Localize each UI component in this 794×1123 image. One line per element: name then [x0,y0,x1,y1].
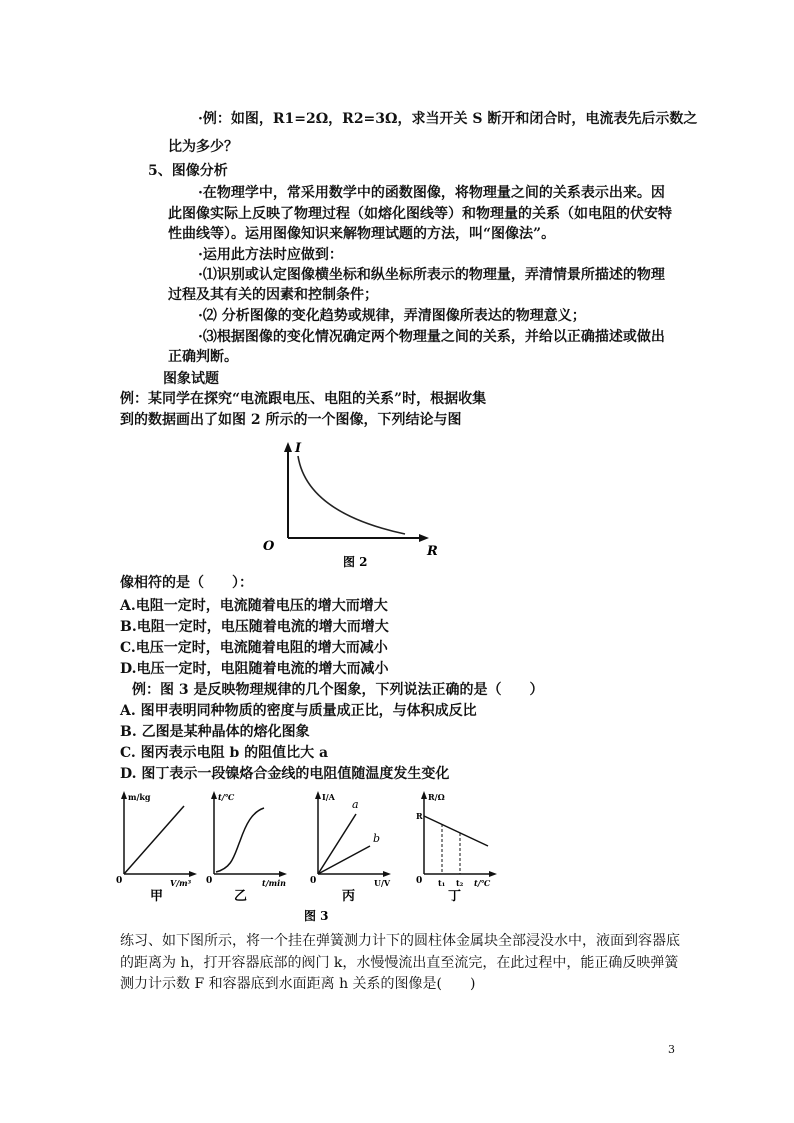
figure-3-ding-y-axis: R/Ω [428,792,445,802]
section5-step2: ·⑵ 分析图像的变化趋势或规律，弄清图像所表达的物理意义； [198,308,586,324]
figure-3-caption: 图 3 [304,909,329,923]
section5-step1-line1: ·⑴识别或认定图像横坐标和纵坐标所表示的物理量，弄清情景所描述的物理 [198,267,665,283]
q1-option-d: D.电压一定时，电阻随着电流的增大而减小 [120,661,389,677]
figure-3-panel-ding [416,791,497,904]
section5-method-title: ·运用此方法时应做到： [198,247,343,263]
figure-2 [255,438,445,568]
q1-line2: 到的数据画出了如图 2 所示的一个图像，下列结论与图 [120,412,462,428]
figure-3-yi-origin: 0 [206,876,213,886]
section5-intro-line2: 此图像实际上反映了物理过程（如熔化图线等）和物理量的关系（如电阻的伏安特 [168,206,672,222]
figure-2-caption: 图 2 [343,555,368,568]
example-circuit-line2: 比为多少？ [168,139,238,155]
figure-3-jia-origin: 0 [116,876,123,886]
figure-3-panel-yi [206,791,287,904]
figure-3-ding-t1: t₁ [438,878,446,888]
section5-step3-line2: 正确判断。 [168,349,238,365]
q2-option-c: C. 图丙表示电阻 b 的阻值比大 a [120,745,329,761]
figure-3-ding-x-axis: t/℃ [474,878,491,888]
figure-3-bing-line-b: b [373,832,381,845]
figure-3-jia-x-axis: V/m³ [170,878,192,888]
figure-2-x-axis: R [427,544,438,559]
figure-3-yi-label: 乙 [234,889,248,904]
section5-intro-line1: ·在物理学中，常采用数学中的函数图像，将物理量之间的关系表示出来。因 [198,185,665,201]
section5-step3-line1: ·⑶根据图像的变化情况确定两个物理量之间的关系，并给以正确描述或做出 [198,329,665,345]
figure-3-ding-y-mark: R [416,811,423,821]
figure-2-origin: O [263,539,275,554]
q2-stem: 例：图 3 是反映物理规律的几个图象，下列说法正确的是（ ） [132,682,544,698]
q2-option-d: D. 图丁表示一段镍烙合金线的电阻值随温度发生变化 [120,766,450,782]
figure-3-ding-origin: 0 [416,876,423,886]
example-circuit-line1: ·例：如图，R1=2Ω，R2=3Ω，求当开关 S 断开和闭合时，电流表先后示数之 [198,111,698,127]
figure-3-yi-y-axis: t/℃ [218,792,235,802]
q1-line3: 像相符的是（ ）： [120,575,253,591]
exercise-line3: 测力计示数 F 和容器底到水面距离 h 关系的图像是( ) [120,976,476,992]
figure-3 [112,786,502,926]
figure-3-bing-y-axis: I/A [322,792,335,802]
page-number: 3 [668,1043,675,1056]
figure-3-yi-x-axis: t/min [262,878,286,888]
figure-3-bing-label: 丙 [342,889,356,904]
exercise-line2: 的距离为 h，打开容器底部的阀门 k，水慢慢流出直至流完，在此过程中，能正确反映弹簧 [120,955,679,971]
exercise-line1: 练习、如下图所示，将一个挂在弹簧测力计下的圆柱体金属块全部浸没水中，液面到容器底 [120,933,680,949]
q1-option-c: C.电压一定时，电流随着电阻的增大而减小 [120,640,388,656]
figure-3-bing-x-axis: U/V [374,878,391,888]
q1-line1: 例：某同学在探究“电流跟电压、电阻的关系”时，根据收集 [120,391,487,407]
q2-option-b: B. 乙图是某种晶体的熔化图象 [120,724,310,740]
figure-3-panel-jia [116,791,197,904]
figure-3-ding-label: 丁 [448,889,462,904]
figure-3-bing-origin: 0 [310,876,317,886]
figure-2-y-axis: I [295,441,302,456]
figure-3-bing-line-a: a [352,798,359,811]
section5-step1-line2: 过程及其有关的因素和控制条件； [168,287,378,303]
section5-intro-line3: 性曲线等）。运用图像知识来解物理试题的方法，叫“图像法”。 [168,226,556,242]
figure-3-jia-label: 甲 [150,889,164,904]
figure-3-jia-y-axis: m/kg [128,792,151,802]
figure-3-panel-bing [310,791,391,904]
q2-option-a: A. 图甲表明同种物质的密度与质量成正比，与体积成反比 [120,703,477,719]
q1-option-a: A.电阻一定时，电流随着电压的增大而增大 [120,598,388,614]
section5-heading: 5、图像分析 [148,163,228,179]
figure-3-ding-t2: t₂ [456,878,464,888]
image-questions-heading: 图象试题 [163,371,219,387]
q1-option-b: B.电阻一定时，电压随着电流的增大而增大 [120,619,389,635]
